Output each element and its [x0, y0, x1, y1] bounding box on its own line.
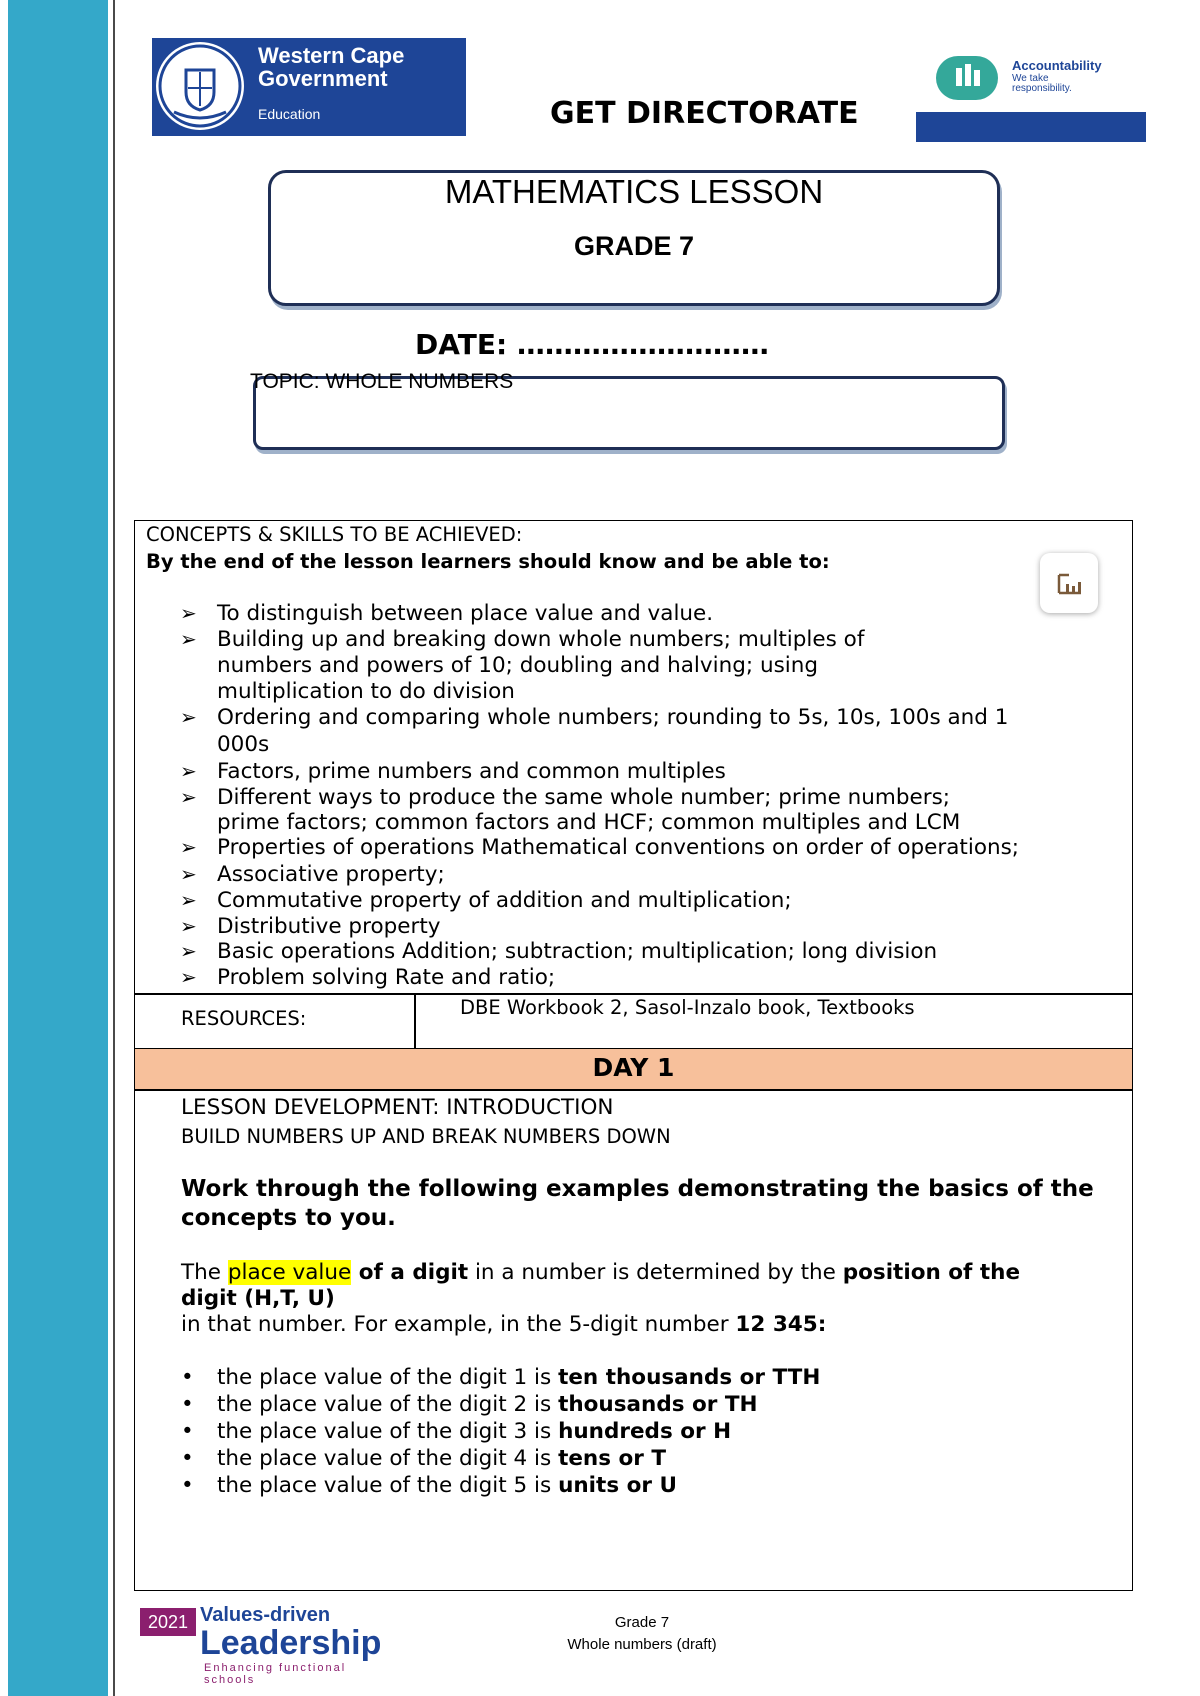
- bold-term: units or U: [558, 1473, 677, 1498]
- bullet-dot: •: [181, 1473, 194, 1498]
- concept-bullet: ➢: [180, 835, 197, 859]
- concept-item: multiplication to do division: [217, 679, 515, 704]
- concepts-intro: By the end of the lesson learners should know and be able to:: [146, 550, 830, 573]
- concept-item: Distributive property: [217, 914, 441, 939]
- accountability-title: Accountability: [1012, 58, 1102, 73]
- concept-item: Ordering and comparing whole numbers; rounding to 5s, 10s, 100s and 1: [217, 705, 1009, 730]
- concept-item: Building up and breaking down whole numbers; multiples of: [217, 627, 865, 652]
- concept-item: 000s: [217, 732, 270, 757]
- concept-bullet: ➢: [180, 785, 197, 809]
- concept-item: Factors, prime numbers and common multiples: [217, 759, 726, 784]
- concepts-heading: CONCEPTS & SKILLS TO BE ACHIEVED:: [146, 523, 523, 546]
- values-driven-leadership-logo: [140, 1604, 396, 1686]
- resources-label: RESOURCES:: [181, 1007, 307, 1030]
- place-value-item: [217, 1473, 677, 1498]
- text-run: in a number is determined by the: [468, 1260, 843, 1285]
- coat-of-arms-icon: [156, 42, 244, 130]
- resources-value: DBE Workbook 2, Sasol-Inzalo book, Textbooks: [460, 996, 915, 1019]
- concept-item: Basic operations Addition; subtraction; multiplication; long division: [217, 939, 938, 964]
- chart-icon[interactable]: [1040, 553, 1098, 613]
- logo-line: Values-driven: [200, 1604, 331, 1626]
- date-field: DATE: ………………………: [415, 328, 769, 361]
- bullet-dot: •: [181, 1446, 194, 1471]
- lesson-heading: LESSON DEVELOPMENT: INTRODUCTION: [181, 1095, 614, 1120]
- resources-divider: [414, 993, 416, 1049]
- bold-term: of a digit: [351, 1260, 469, 1285]
- concept-item: Different ways to produce the same whole number; prime numbers;: [217, 785, 951, 810]
- bold-term: hundreds or H: [558, 1419, 732, 1444]
- accountability-subtitle: We take responsibility.: [1012, 73, 1072, 94]
- concept-item: Associative property;: [217, 862, 445, 887]
- logo-line: Leadership: [200, 1624, 382, 1662]
- table-divider: [134, 1089, 1133, 1091]
- instruction-line: Work through the following examples demonstrating the basics of the: [181, 1176, 1094, 1202]
- concept-bullet: ➢: [180, 705, 197, 729]
- topic-label: TOPIC: WHOLE NUMBERS: [250, 370, 514, 393]
- accountability-icon: [936, 56, 998, 100]
- text-run: the place value of the digit 5 is: [217, 1473, 559, 1498]
- bullet-dot: •: [181, 1365, 194, 1390]
- bullet-dot: •: [181, 1419, 194, 1444]
- concept-bullet: ➢: [180, 965, 197, 989]
- bold-term: ten thousands or TTH: [558, 1365, 821, 1390]
- bold-term: 12 345:: [735, 1312, 827, 1337]
- grade-label: GRADE 7: [573, 231, 695, 261]
- lesson-title-box: [268, 170, 1000, 306]
- highlighted-term: place value: [227, 1260, 352, 1285]
- concept-bullet: ➢: [180, 627, 197, 651]
- wcg-logo-subtitle: Education: [258, 106, 321, 122]
- example-line: [181, 1312, 826, 1337]
- text-run: the place value of the digit 2 is: [217, 1392, 559, 1417]
- concept-item: To distinguish between place value and value.: [217, 601, 714, 626]
- place-value-item: [217, 1419, 731, 1444]
- place-value-paragraph: [181, 1260, 1020, 1285]
- bold-term: thousands or TH: [558, 1392, 758, 1417]
- concept-bullet: ➢: [180, 914, 197, 938]
- place-value-item: [217, 1446, 666, 1471]
- sidebar-band: [8, 0, 108, 1696]
- accountability-logo: [916, 52, 1146, 144]
- bold-term: digit (H,T, U): [181, 1286, 335, 1311]
- bold-term: position of the: [842, 1260, 1021, 1285]
- instruction-line: concepts to you.: [181, 1205, 396, 1231]
- text-run: The: [181, 1260, 228, 1285]
- day-header: [135, 1049, 1132, 1089]
- concept-item: Problem solving Rate and ratio;: [217, 965, 556, 990]
- concept-item: numbers and powers of 10; doubling and halving; using: [217, 653, 819, 678]
- concept-bullet: ➢: [180, 939, 197, 963]
- text-run: the place value of the digit 3 is: [217, 1419, 559, 1444]
- table-divider: [134, 993, 1133, 995]
- wcg-logo-name: Western Cape Government: [258, 43, 405, 91]
- concept-item: prime factors; common factors and HCF; common multiples and LCM: [217, 810, 961, 835]
- concept-item: Commutative property of addition and multiplication;: [217, 888, 792, 913]
- lesson-subheading: BUILD NUMBERS UP AND BREAK NUMBERS DOWN: [181, 1125, 671, 1148]
- lesson-title: MATHEMATICS LESSON: [444, 173, 824, 210]
- bullet-dot: •: [181, 1392, 194, 1417]
- text-run: the place value of the digit 1 is: [217, 1365, 559, 1390]
- text-run: the place value of the digit 4 is: [217, 1446, 559, 1471]
- accountability-band: [916, 112, 1146, 142]
- year-badge: 2021: [140, 1608, 196, 1636]
- bold-term: tens or T: [558, 1446, 667, 1471]
- footer-document: Whole numbers (draft): [567, 1636, 717, 1653]
- concept-bullet: ➢: [180, 601, 197, 625]
- concept-bullet: ➢: [180, 888, 197, 912]
- footer-grade: Grade 7: [614, 1614, 670, 1631]
- wcg-logo: [152, 38, 466, 136]
- day-label: DAY 1: [592, 1053, 675, 1082]
- text-run: in that number. For example, in the 5-digit number: [181, 1312, 736, 1337]
- place-value-item: [217, 1392, 758, 1417]
- logo-tagline: Enhancing functional schools: [204, 1662, 347, 1686]
- concept-bullet: ➢: [180, 862, 197, 886]
- concept-item: Properties of operations Mathematical conventions on order of operations;: [217, 835, 1020, 860]
- concept-bullet: ➢: [180, 759, 197, 783]
- sidebar-divider: [113, 0, 115, 1696]
- place-value-item: [217, 1365, 820, 1390]
- directorate-heading: GET DIRECTORATE: [550, 96, 859, 131]
